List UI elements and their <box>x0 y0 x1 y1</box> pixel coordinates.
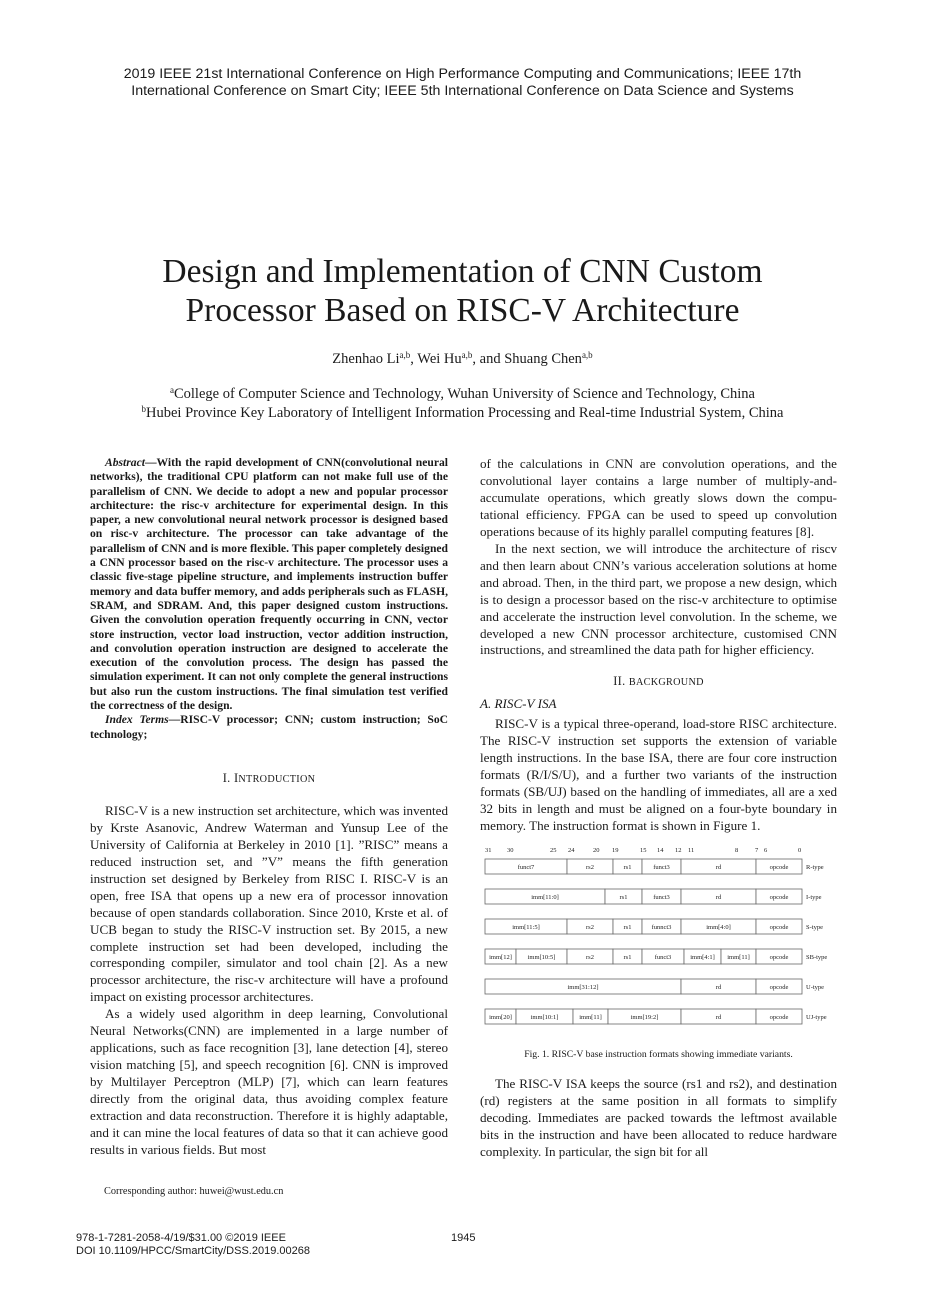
footer-doi: DOI 10.1109/HPCC/SmartCity/DSS.2019.00268 <box>76 1245 310 1257</box>
left-column <box>90 456 448 1159</box>
instruction-format-row <box>485 859 824 874</box>
format-type-label: U-type <box>806 984 825 992</box>
format-field-label: funct3 <box>653 894 670 902</box>
format-field-label: rs1 <box>623 954 632 962</box>
bit-position-label: 19 <box>612 847 619 855</box>
index-terms <box>90 713 448 742</box>
format-field-label: imm[4:0] <box>706 924 731 932</box>
instruction-format-row <box>485 979 824 994</box>
format-field-label: rd <box>715 864 722 872</box>
format-field-label: rs1 <box>619 894 628 902</box>
format-field-label: funnct3 <box>651 924 672 932</box>
subsection-heading: A. RISC-V ISA <box>480 696 557 712</box>
format-field-label: rd <box>715 894 722 902</box>
section-heading-introduction: I. INTRODUCTION <box>222 770 316 785</box>
page-number: 1945 <box>451 1232 476 1244</box>
bit-position-label: 31 <box>485 847 492 855</box>
format-field-label: opcode <box>769 894 789 902</box>
format-field-label: opcode <box>769 984 789 992</box>
bit-position-label: 0 <box>798 847 802 855</box>
format-field-label: rs2 <box>586 954 594 962</box>
paper-title <box>60 252 865 330</box>
affiliation-b: $^b$Hubei Province Key Laboratory of Intelligent Information Processing and Real-time Industrial System, China <box>141 404 784 421</box>
conference-line-2: International Conference on Smart City; IEEE 5th International Conference on Data Science and Systems <box>131 83 794 99</box>
figure-caption: Fig. 1. RISC-V base instruction formats showing immediate variants. <box>524 1049 793 1061</box>
author-name: Shuang Chen <box>504 351 582 367</box>
author-affil-sup: a,b <box>581 350 593 360</box>
format-field-label: imm[4:1] <box>690 954 715 962</box>
section-heading-background: II. BACKGROUND <box>613 674 704 689</box>
corresponding-author-footnote: Corresponding author: huwei@wust.edu.cn <box>104 1186 284 1197</box>
format-field-label: opcode <box>769 924 789 932</box>
format-field-label: rs1 <box>623 924 632 932</box>
conference-header <box>60 66 865 100</box>
bit-position-label: 14 <box>657 847 664 855</box>
bit-position-label: 12 <box>675 847 682 855</box>
abstract <box>90 456 448 713</box>
author-name: Wei Hu <box>417 351 462 367</box>
bit-position-label: 6 <box>764 847 768 855</box>
right-column <box>480 456 837 1161</box>
background-paragraph-2: The RISC-V ISA keeps the source (rs1 and rs2), and destination (rd) registers at the same position in all formats to simplify decoding. Immediates are packed towards the leftmost available bits in the instruction and have been allocated to reduce hardware complexity. In particular, the sign bit for all <box>480 1075 837 1159</box>
format-field-label: imm[31:12] <box>567 984 599 992</box>
format-type-label: UJ-type <box>806 1014 827 1022</box>
format-field-label: opcode <box>769 864 789 872</box>
author-list <box>60 351 865 368</box>
format-field-label: rs2 <box>586 864 594 872</box>
abstract-lead: Abstract <box>105 456 145 469</box>
instruction-format-row <box>485 919 823 934</box>
author-affil-sup: a,b <box>461 350 473 360</box>
author-separator: , and <box>472 351 505 367</box>
footer-isbn: 978-1-7281-2058-4/19/$31.00 ©2019 IEEE <box>76 1232 286 1244</box>
bit-position-label: 8 <box>735 847 739 855</box>
right-paragraph-2: In the next section, we will introduce the architecture of riscv and then learn about CNN’s various acceleration solutions at home and abroad. Then, in the third part, we propose a new design, which is to design a processor based on the risc-v architecture to optimise and accelerate the instruction level convolution. In the scheme, we developed a new CNN processor architecture, customised CNN instructions, and streamlined the data path for higher efficiency. <box>480 540 837 658</box>
format-field-label: imm[10:1] <box>530 1014 559 1022</box>
format-field-label: opcode <box>769 1014 789 1022</box>
format-field-label: imm[11:5] <box>512 924 540 932</box>
format-field-label: imm[10:5] <box>527 954 556 962</box>
author-name: Zhenhao Li <box>332 351 400 367</box>
format-field-label: funct3 <box>654 954 672 962</box>
intro-paragraph-1: RISC-V is a new instruction set architecture, which was invented by Krste Asanovic, Andrew Waterman and Yunsup Lee of the University of California at Berkeley in 2010 [1]. ”RISC” means a reduced instruction set, and ”V” means the fifth generation instruction set designed by Berkeley from RISC I. RISC-V is an open, free ISA that opens up a new era of processor innovation because of open standards collaboration. Since 2010, Krste et al. of UCB began to study the RISC-V instruction set. By 2015, a new complete instruction set had been developed, including the corresponding compiler, simulator and tool chain [2]. As a new processor architecture, the risc-v architecture will have a profound impact on existing processor architectures. <box>90 802 448 1005</box>
format-field-label: imm[20] <box>489 1014 512 1022</box>
instruction-format-row <box>485 1009 827 1024</box>
instruction-format-row <box>485 889 822 904</box>
bit-position-label: 30 <box>507 847 514 855</box>
affiliation-a: $^a$College of Computer Science and Technology, Wuhan University of Science and Technology, China <box>169 385 755 402</box>
intro-paragraph-2: As a widely used algorithm in deep learning, Convolutional Neural Networks(CNN) are implemented in a large number of applications, such as face recognition [3], lane detection [4], stereo vision matching [5], and speech recognition [6]. CNN is improved by Multilayer Perceptron (MLP) [7], which can learn features directly from the original data, thus avoiding complex feature extraction and data reconstruction. Therefore it is highly adaptable, and it can mine the local features of data so that it can achieve good results in various fields. But most <box>90 1006 448 1157</box>
format-type-label: SB-type <box>806 954 828 962</box>
right-paragraph-1: of the calculations in CNN are convolution operations, and the convolutional layer contains a large number of multiply-and-accumulate operations, which greatly slows down the computational efficiency. FPGA can be used to speed up convolution operations because of its highly parallel computing features [8]. <box>480 456 837 539</box>
bit-position-label: 20 <box>593 847 600 855</box>
index-terms-lead: Index Terms <box>105 713 169 727</box>
format-field-label: funct7 <box>517 864 535 872</box>
format-type-label: I-type <box>806 894 822 902</box>
format-field-label: opcode <box>769 954 789 962</box>
title-line-2: Processor Based on RISC-V Architecture <box>185 292 740 329</box>
figure-1 <box>480 843 837 1041</box>
background-paragraph-1: RISC-V is a typical three-operand, load-store RISC architecture. The RISC-V instruction set supports the extension of variable length instructions. In the base ISA, there are four core instruction formats (R/I/S/U), and a further two variants of the instruction formats (SB/UJ) based on the handling of immediates, all are a xed 32 bits in length and must be aligned on a four-byte boundary in memory. The instruction format is shown in Figure 1. <box>480 716 837 834</box>
instruction-format-row <box>485 949 827 964</box>
format-field-label: funct3 <box>653 864 670 872</box>
bit-position-label: 11 <box>688 847 695 855</box>
abstract-text: —With the rapid development of CNN(convolutional neural networks), the traditional CPU platform can not make full use of the parallelism of CNN. We decide to adopt a new and popular processor architecture: the risc-v architecture for experimental design. In this paper, a new convolutional neural network processor is designed based on risc-v architecture. The processor can take advantage of the parallelism of CNN and is more flexible. This paper completely designed a CNN processor based on the risc-v architecture. The processor uses a classic five-stage pipeline structure, and implements instruction buffer memory and data buffer memory, and adds peripherals such as FLASH, SRAM, and SDRAM. And, this paper designed custom instructions. Given the convolution operation frequently occurring in CNN, vector store instruction, vector load instruction, vector addition instruction, and convolution operation instruction are designed to accelerate the execution of the convolution process. The design has passed the simulation experiment. It can not only complete the general instructions but also run the custom instructions. The final simulation test verified the correctness of the design. <box>90 456 448 713</box>
index-terms-text: —RISC-V processor; CNN; custom instruction; SoC technology; <box>90 713 448 741</box>
author-affil-sup: a,b <box>399 350 411 360</box>
format-field-label: rd <box>715 984 722 992</box>
format-field-label: imm[19:2] <box>630 1014 659 1022</box>
format-field-label: rs2 <box>586 924 594 932</box>
bit-position-label: 24 <box>568 847 575 855</box>
format-field-label: rs1 <box>623 864 632 872</box>
bit-position-label: 7 <box>755 847 759 855</box>
footer-left <box>76 1232 310 1258</box>
author-separator: , <box>410 351 418 367</box>
format-field-label: imm[11:0] <box>531 894 559 902</box>
conference-line-1: 2019 IEEE 21st International Conference on High Performance Computing and Communications; IEEE 17th <box>123 66 802 82</box>
format-field-label: imm[12] <box>489 954 512 962</box>
format-type-label: R-type <box>806 864 824 872</box>
bit-position-label: 25 <box>550 847 557 855</box>
format-field-label: imm[11] <box>727 954 750 962</box>
instruction-format-diagram <box>480 843 837 1041</box>
format-field-label: imm[11] <box>579 1014 602 1022</box>
format-type-label: S-type <box>806 924 823 932</box>
title-line-1: Design and Implementation of CNN Custom <box>162 253 763 290</box>
bit-position-label: 15 <box>640 847 647 855</box>
format-field-label: rd <box>715 1014 722 1022</box>
